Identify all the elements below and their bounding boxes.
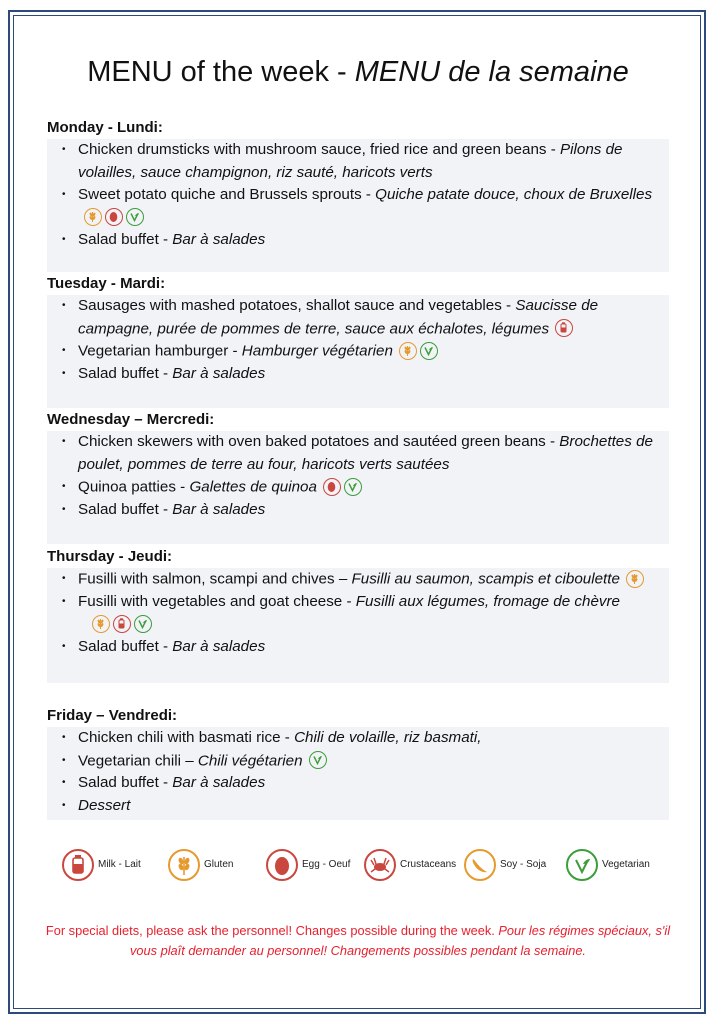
milk-icon (62, 849, 94, 881)
day-title: Friday – Vendredi: (47, 707, 178, 724)
dish-english: Fusilli with vegetables and goat cheese - (78, 592, 356, 610)
day-wednesday (47, 411, 669, 544)
day-menu-box (47, 568, 669, 683)
legend-label: Milk - Lait (98, 859, 141, 870)
menu-item (47, 636, 669, 659)
menu-item (47, 139, 669, 184)
day-menu-box (47, 431, 669, 544)
dish-french: Bar à salades (172, 365, 266, 383)
day-menu-box (47, 139, 669, 272)
menu-item (47, 295, 669, 340)
menu-item (47, 184, 669, 229)
legend-label: Gluten (204, 859, 234, 870)
day-menu-box (47, 295, 669, 408)
gluten-icon (168, 849, 200, 881)
legend-label: Soy - Soja (500, 859, 547, 870)
egg-icon (266, 849, 298, 881)
dish-english: Sausages with mashed potatoes, shallot sauce and vegetables - (78, 297, 516, 314)
egg-icon (105, 208, 123, 226)
menu-item (47, 727, 669, 750)
vegetarian-icon (566, 849, 598, 881)
vegetarian-icon (309, 751, 327, 769)
dish-french: Pilons de volailles, sauce champignon, riz sauté, haricots verts (78, 141, 623, 181)
dish-english: Sweet potato quiche and Brussels sprouts - (78, 186, 376, 203)
day-title: Tuesday - Mardi: (47, 275, 166, 292)
dish-english: Chicken drumsticks with mushroom sauce, fried rice and green beans - (78, 141, 560, 158)
dish-french: Hamburger végétarien (241, 342, 393, 360)
gluten-icon (84, 208, 102, 226)
dish-english: Chicken skewers with oven baked potatoes and sautéed green beans - (78, 433, 560, 450)
dish-english: Vegetarian chili – (78, 751, 198, 769)
day-monday (47, 119, 669, 272)
vegetarian-icon (126, 208, 144, 226)
gluten-icon (626, 570, 644, 588)
menu-item (47, 476, 669, 499)
crustaceans-icon (364, 849, 396, 881)
dish-english: Fusilli with salmon, scampi and chives – (78, 570, 352, 588)
vegetarian-icon (344, 478, 362, 496)
dish-english: Salad buffet - (78, 774, 173, 792)
day-title: Wednesday – Mercredi: (47, 411, 215, 428)
day-title: Thursday - Jeudi: (47, 548, 173, 565)
soy-icon (464, 849, 496, 881)
dish-french: Fusilli au saumon, scampis et ciboulette (351, 570, 620, 588)
dish-english: Salad buffet - (78, 500, 173, 518)
gluten-icon (92, 615, 110, 633)
legend-label: Egg - Oeuf (302, 859, 351, 870)
gluten-icon (399, 342, 417, 360)
day-thursday (47, 548, 669, 683)
menu-item (47, 568, 669, 591)
allergen-legend (62, 848, 662, 884)
dish-french: Chili de volaille, riz basmati, (294, 729, 482, 746)
dish-french: Dessert (78, 796, 131, 814)
note-french: Pour les régimes spéciaux, s'il vous plaît demander au personnel! Changements possibles pendant la semaine. (129, 923, 671, 958)
legend-label: Vegetarian (602, 859, 650, 870)
menu-item (47, 591, 669, 636)
title-french: MENU de la semaine (354, 56, 629, 88)
page-title (0, 52, 716, 92)
menu-item (47, 340, 669, 363)
dish-english: Vegetarian hamburger - (78, 342, 242, 360)
menu-item (47, 363, 669, 386)
dish-english: Chicken chili with basmati rice - (78, 729, 295, 746)
dish-french: Chili végétarien (197, 751, 303, 769)
menu-item (47, 772, 669, 795)
menu-item (47, 229, 669, 252)
menu-item (47, 499, 669, 522)
special-diets-note (40, 921, 676, 961)
note-english: For special diets, please ask the personnel! Changes possible during the week. (45, 923, 499, 938)
dish-english: Salad buffet - (78, 365, 173, 383)
dish-french: Bar à salades (172, 231, 266, 249)
egg-icon (323, 478, 341, 496)
dish-french: Brochettes de poulet, pommes de terre au four, haricots verts sautées (78, 433, 653, 473)
dish-french: Quiche patate douce, choux de Bruxelles (375, 186, 653, 203)
dish-french: Fusilli aux légumes, fromage de chèvre (355, 592, 620, 610)
dish-french: Bar à salades (172, 500, 266, 518)
dish-french: Bar à salades (172, 774, 266, 792)
menu-item (47, 750, 669, 773)
vegetarian-icon (134, 615, 152, 633)
dish-english: Salad buffet - (78, 231, 173, 249)
dish-french: Galettes de quinoa (189, 478, 317, 496)
day-menu-box (47, 727, 669, 820)
milk-icon (113, 615, 131, 633)
menu-item (47, 795, 669, 818)
title-english: MENU of the week - (87, 56, 355, 88)
day-friday (47, 707, 669, 820)
dish-french: Saucisse de campagne, purée de pommes de terre, sauce aux échalotes, légumes (78, 297, 599, 337)
menu-item (47, 431, 669, 476)
day-tuesday (47, 275, 669, 408)
vegetarian-icon (420, 342, 438, 360)
dish-english: Quinoa patties - (78, 478, 190, 496)
legend-label: Crustaceans (400, 859, 457, 870)
milk-icon (555, 319, 573, 337)
dish-english: Salad buffet - (78, 638, 173, 656)
day-title: Monday - Lundi: (47, 119, 163, 136)
dish-french: Bar à salades (172, 638, 266, 656)
